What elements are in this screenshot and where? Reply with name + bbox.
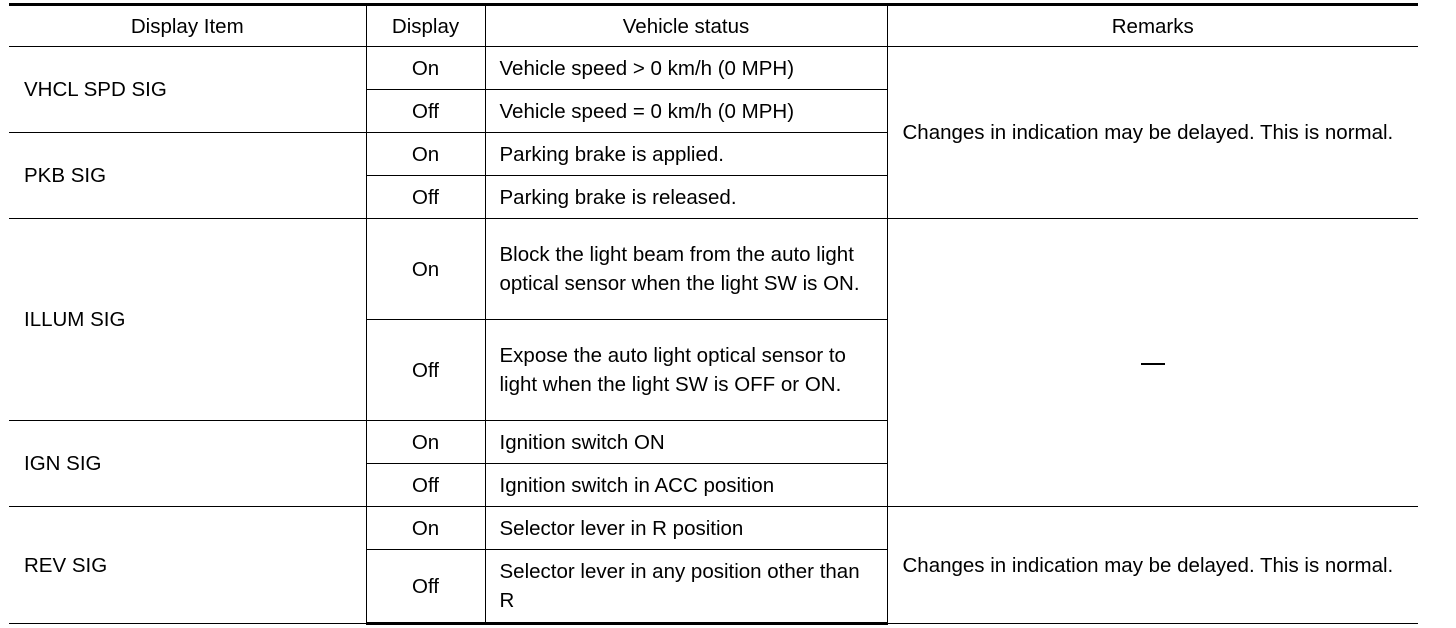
display-value: Off [366,176,485,219]
header-display: Display [366,5,485,47]
display-value: Off [366,90,485,133]
display-value: On [366,47,485,90]
display-value: Off [366,320,485,421]
table-row [9,219,1418,320]
remarks-none [887,219,1418,507]
dash-mark [1141,363,1165,365]
header-remarks: Remarks [887,5,1418,47]
vehicle-status: Expose the auto light optical sensor to light when the light SW is OFF or ON. [485,320,887,421]
item-pkb-sig: PKB SIG [9,133,366,219]
vehicle-status: Selector lever in R position [485,507,887,550]
table-row [9,47,1418,90]
header-vehicle-status: Vehicle status [485,5,887,47]
remarks-delayed: Changes in indication may be delayed. This is normal. [887,507,1418,624]
display-value: On [366,219,485,320]
display-value: Off [366,464,485,507]
table-header-row [9,5,1418,47]
vehicle-status: Parking brake is applied. [485,133,887,176]
vehicle-status: Vehicle speed > 0 km/h (0 MPH) [485,47,887,90]
header-display-item: Display Item [9,5,366,47]
display-value: On [366,507,485,550]
item-vhcl-spd-sig: VHCL SPD SIG [9,47,366,133]
item-rev-sig: REV SIG [9,507,366,624]
item-ign-sig: IGN SIG [9,421,366,507]
table-row [9,507,1418,550]
vehicle-status: Vehicle speed = 0 km/h (0 MPH) [485,90,887,133]
remarks-delayed: Changes in indication may be delayed. This is normal. [887,47,1418,219]
display-item-table [9,3,1418,625]
vehicle-status: Block the light beam from the auto light optical sensor when the light SW is ON. [485,219,887,320]
display-value: On [366,421,485,464]
display-value: On [366,133,485,176]
item-illum-sig: ILLUM SIG [9,219,366,421]
vehicle-status: Ignition switch ON [485,421,887,464]
vehicle-status: Ignition switch in ACC position [485,464,887,507]
vehicle-status: Selector lever in any position other than R [485,550,887,624]
vehicle-status: Parking brake is released. [485,176,887,219]
display-value: Off [366,550,485,624]
